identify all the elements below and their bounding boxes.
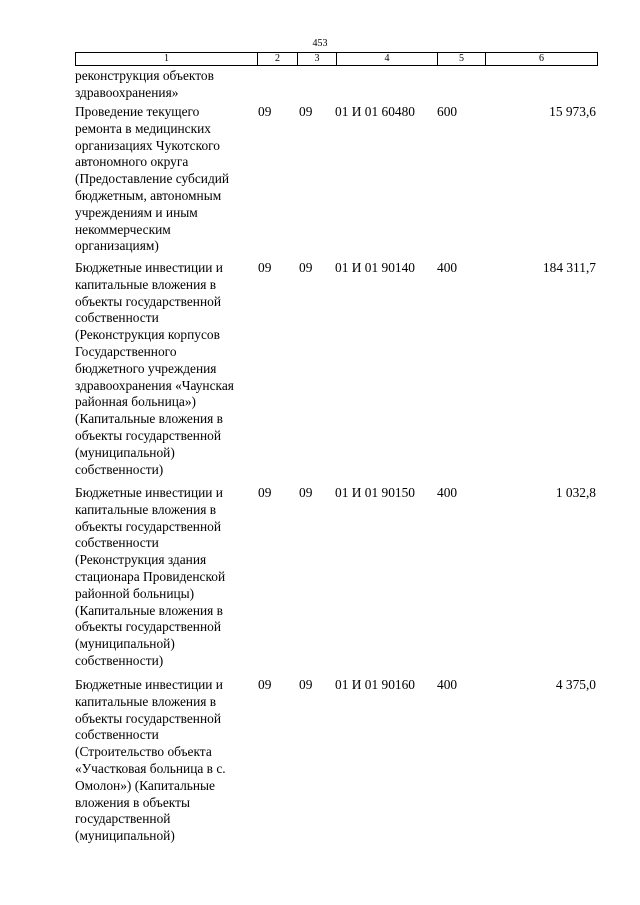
row-expense-type: 400 xyxy=(437,677,458,692)
row-name: реконструкция объектов здравоохранения» xyxy=(75,68,214,100)
row-target-code: 01 И 01 90150 xyxy=(335,485,415,500)
row-section: 09 xyxy=(258,677,272,692)
row-subsection: 09 xyxy=(299,485,313,500)
row-section: 09 xyxy=(258,260,272,275)
row-target-code: 01 И 01 60480 xyxy=(335,104,415,119)
row-subsection: 09 xyxy=(299,260,313,275)
row-section: 09 xyxy=(258,485,272,500)
header-col-4: 4 xyxy=(337,53,438,65)
row-name: Проведение текущего ремонта в медицинских организациях Чукотского автономного округа (Предоставление субсидий бюджетным, автономным учреждениям и иным некоммерческим организациям) xyxy=(75,104,230,254)
row-name: Бюджетные инвестиции и капитальные вложения в объекты государственной собственности (Реконструкция здания стационара Провиденской районной больницы) (Капитальные вложения в объекты государственной (муниципальной) собственности) xyxy=(75,485,226,668)
header-col-6: 6 xyxy=(539,53,544,64)
row-target-code: 01 И 01 90160 xyxy=(335,677,415,692)
table-header xyxy=(75,52,598,66)
row-subsection: 09 xyxy=(299,104,313,119)
row-amount: 15 973,6 xyxy=(549,104,596,119)
row-subsection: 09 xyxy=(299,677,313,692)
row-amount: 4 375,0 xyxy=(555,677,596,692)
row-expense-type: 400 xyxy=(437,260,458,275)
row-expense-type: 600 xyxy=(437,104,458,119)
row-expense-type: 400 xyxy=(437,485,458,500)
row-amount: 184 311,7 xyxy=(542,260,596,275)
row-name: Бюджетные инвестиции и капитальные вложения в объекты государственной собственности (Реконструкция корпусов Государственного бюджетного учреждения здравоохранения «Чаунская районная больница») (Капитальные вложения в объекты государственной (муниципальной) собственности) xyxy=(75,260,234,477)
row-amount: 1 032,8 xyxy=(555,485,596,500)
row-name: Бюджетные инвестиции и капитальные вложения в объекты государственной собственности (Строительство объекта «Участковая больница в с. Омолон») (Капитальные вложения в объекты государственной (муниципальной) xyxy=(75,677,226,844)
page-number: 453 xyxy=(312,38,328,49)
header-col-1: 1 xyxy=(76,53,258,65)
header-col-3: 3 xyxy=(298,53,337,65)
row-target-code: 01 И 01 90140 xyxy=(335,260,415,275)
header-col-2: 2 xyxy=(258,53,298,65)
row-section: 09 xyxy=(258,104,272,119)
header-col-5: 5 xyxy=(438,53,486,65)
